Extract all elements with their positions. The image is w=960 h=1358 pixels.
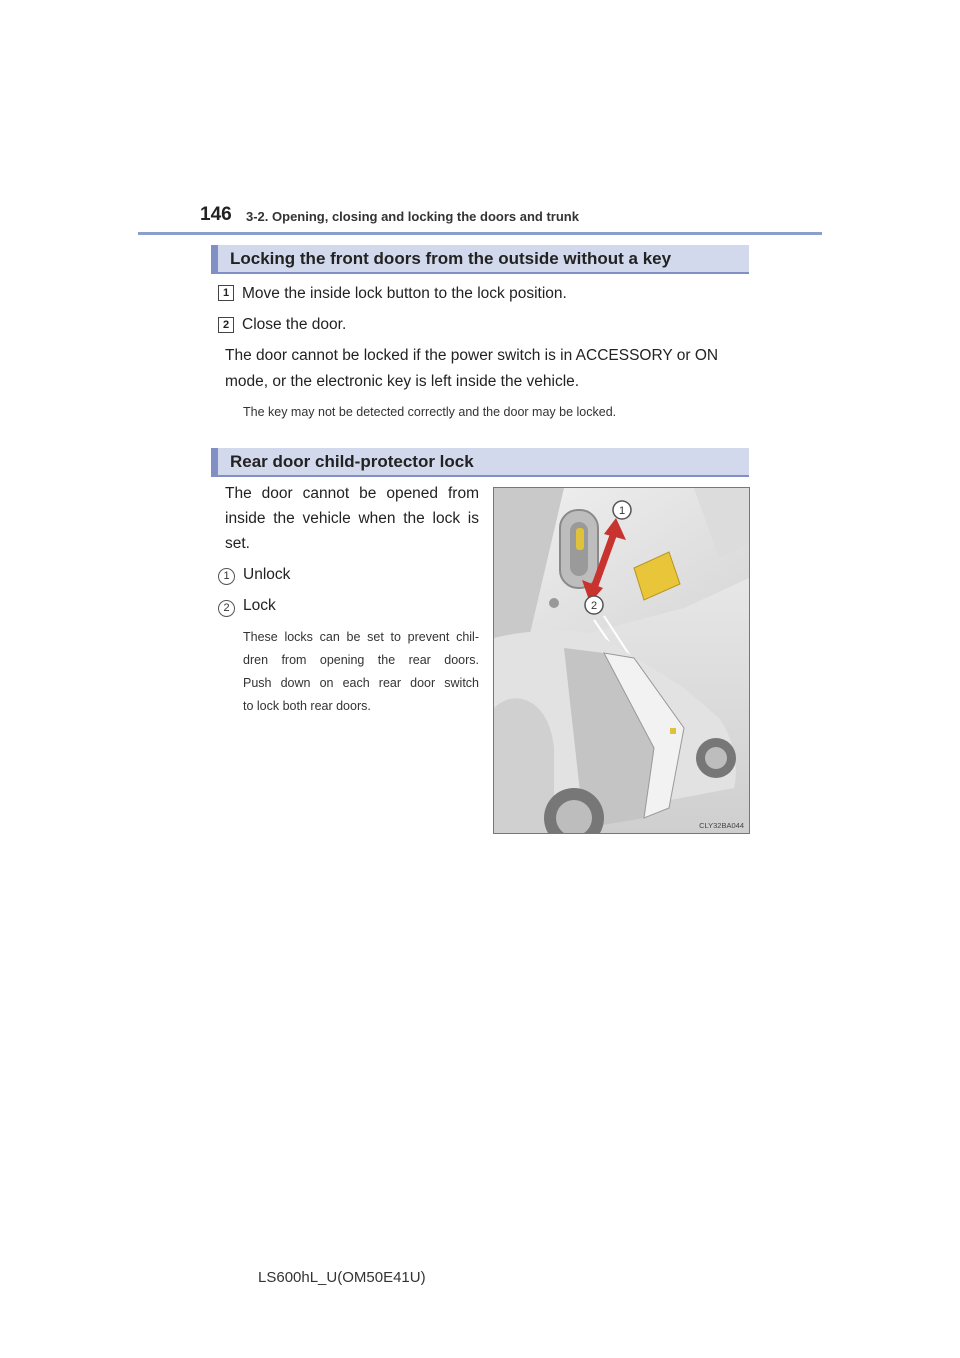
section-title: Rear door child-protector lock [230, 452, 474, 471]
small-note: The key may not be detected correctly and the door may be locked. [243, 405, 617, 419]
section-header-child-protector-lock [211, 448, 749, 477]
step-2-text: Close the door. [242, 316, 347, 333]
figure-callout-1: 1 [618, 505, 626, 517]
note-line-2: mode, or the electronic key is left inside the vehicle. [225, 373, 580, 390]
note-line-1: The door cannot be locked if the power switch is in ACCESSORY or ON [225, 347, 719, 364]
intro-line-1: The door cannot be opened from [225, 485, 479, 502]
step-1-text: Move the inside lock button to the lock position. [242, 285, 567, 302]
item-unlock-label: Unlock [243, 566, 291, 583]
small-line-4: to lock both rear doors. [243, 699, 371, 713]
step-number-1: 1 [218, 285, 234, 301]
header-rule [138, 232, 822, 235]
section-header-locking-front-doors [211, 245, 749, 274]
item-lock-label: Lock [243, 597, 276, 614]
child-lock-illustration [493, 487, 750, 834]
item-number-1: 1 [218, 568, 235, 585]
small-line-2: dren from opening the rear doors. [243, 653, 479, 667]
intro-line-2: inside the vehicle when the lock is [225, 510, 479, 527]
item-number-2: 2 [218, 600, 235, 617]
model-footer: LS600hL_U(OM50E41U) [258, 1269, 426, 1286]
small-line-1: These locks can be set to prevent chil- [243, 630, 479, 644]
figure-code: CLY32BA044 [699, 821, 744, 830]
chapter-title: 3-2. Opening, closing and locking the doors and trunk [246, 209, 579, 224]
section-title: Locking the front doors from the outside without a key [230, 249, 672, 268]
figure-callout-2: 2 [590, 600, 598, 612]
small-line-3: Push down on each rear door switch [243, 676, 479, 690]
child-lock-drawing [494, 488, 749, 833]
intro-line-3: set. [225, 535, 250, 552]
page-number: 146 [200, 204, 232, 225]
step-number-2: 2 [218, 317, 234, 333]
